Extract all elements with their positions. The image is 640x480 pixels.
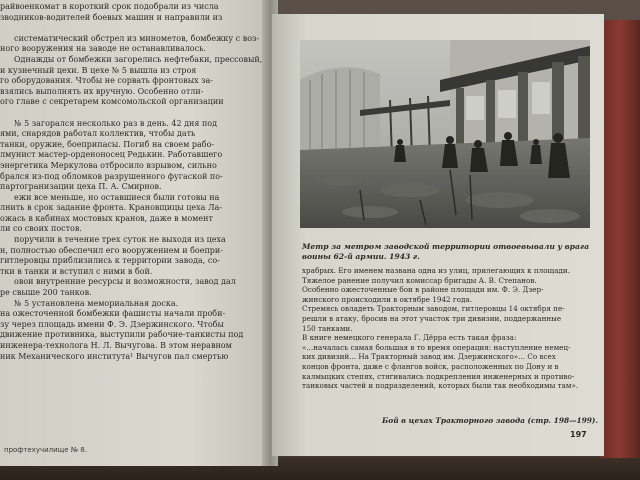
text-line: и кузнечный цехи. В цехе № 5 вышла из строя bbox=[0, 65, 197, 75]
text-line: лнить в срок задание фронта. Крановщицы цеха Ла- bbox=[0, 203, 223, 213]
text-line: движение противника, выступили рабочие-танкисты под bbox=[0, 330, 244, 340]
right-page bbox=[272, 14, 604, 456]
text-line: гитлеровцы приблизились к территории завода, со- bbox=[0, 256, 220, 266]
left-page bbox=[0, 0, 268, 466]
text-line: храбрых. Его именем названа одна из улиц, прилегающих к площади. bbox=[302, 266, 571, 275]
text-line: партогранизации цеха П. А. Смирнов. bbox=[0, 182, 162, 192]
text-line: ник Механического института¹ Вычугов пал смертью bbox=[0, 351, 229, 361]
text-line: зводников-водителей боевых машин и направили из bbox=[0, 12, 223, 22]
text-line: концов фронта, даже с флангов войск, расположенных по Дону и в bbox=[302, 361, 559, 371]
text-line: Стремясь овладеть Тракторным заводом, гитлеровцы 14 октября пе- bbox=[302, 304, 565, 314]
text-line: В книге немецкого генерала Г. Дёрра есть такая фраза: bbox=[302, 333, 517, 343]
text-line: н, полностью обеспечил его вооружением и боепри- bbox=[0, 245, 223, 255]
text-line: тки в танки и вступил с ними в бой. bbox=[0, 266, 153, 276]
text-line: райвоенкомат в короткий срок подобрали из числа bbox=[0, 2, 219, 11]
text-line: овои внутренние ресурсы и возможности, завод дал bbox=[14, 277, 236, 287]
text-line: «...началась самая большая в то время операция: наступление немец- bbox=[302, 342, 571, 352]
text-line: ре свыше 200 танков. bbox=[0, 288, 92, 298]
photo-caption: Метр за метром заводской территории отвоевывали у врага воины 62-й армии. 1943 г. bbox=[302, 242, 590, 261]
right-page-text bbox=[302, 266, 594, 391]
text-line: брался из-под обломков разрушенного фугаской по- bbox=[0, 171, 223, 181]
text-line: ких дивизий... На Тракторный завод им. Дзержинского»... Со всех bbox=[302, 352, 556, 362]
text-line: взялись выполнять их вручную. Особенно отли- bbox=[0, 86, 204, 96]
text-line: го оборудования. Чтобы не сорвать фронтовых за- bbox=[0, 76, 213, 86]
text-line: на ожесточенной бомбежки фашисты начали проби- bbox=[0, 309, 226, 319]
text-line: энергетика Меркулова отбросило взрывом, сильно bbox=[0, 160, 217, 170]
text-line: зу через площадь имени Ф. Э. Дзержинского. Чтобы bbox=[0, 319, 224, 329]
photo-reference-note: Бой в цехах Тракторного завода (стр. 198—199). bbox=[381, 416, 598, 425]
photo-illustration bbox=[300, 40, 590, 228]
text-line: 150 танками. bbox=[302, 323, 353, 333]
text-line: Однажды от бомбежки загорелись нефтебаки, прессовый, bbox=[14, 54, 262, 64]
text-line: Особенно ожесточенные бои в районе площади им. Ф. Э. Дзер- bbox=[302, 285, 544, 295]
book-cover-edge bbox=[600, 20, 640, 480]
text-line: поручили в течение трех суток не выходя из цеха bbox=[14, 235, 226, 245]
text-line: жинского происходили в октябре 1942 года. bbox=[302, 294, 472, 304]
text-line: ли со своих постов. bbox=[0, 224, 82, 234]
text-line: ого главе с секретарем комсомольской организации bbox=[0, 97, 224, 107]
text-line bbox=[0, 108, 262, 119]
text-line: ного вооружения на заводе не останавливалось. bbox=[0, 44, 206, 54]
text-line: № 5 загорался несколько раз в день. 42 дня под bbox=[14, 118, 218, 128]
text-line: Тяжелое ранение получил комиссар бригады А. В. Степанов. bbox=[302, 275, 537, 285]
text-line: № 5 установлена мемориальная доска. bbox=[14, 298, 179, 308]
text-line: инженера-технолога Н. Л. Вычугова. В этом неравном bbox=[0, 341, 232, 350]
page-number: 197 bbox=[570, 430, 587, 439]
text-line: лмунист мастер-орденоносец Редькин. Работавшего bbox=[0, 150, 223, 160]
text-line: систематический обстрел из минометов, бомбежку с воз- bbox=[14, 33, 260, 43]
text-line: танковых частей и подразделений, которых были так необходимы там». bbox=[302, 381, 579, 391]
text-line: ожась в кабинах мостовых кранов, даже в момент bbox=[0, 213, 213, 223]
text-line: ежи все меньше, но оставшиеся были готовы на bbox=[14, 192, 220, 202]
left-page-footnote: профтехучилище № 8. bbox=[4, 446, 87, 454]
text-line: решли в атаку, бросив на этот участок три дивизии, поддержанные bbox=[302, 313, 562, 323]
text-line bbox=[0, 23, 262, 34]
text-line: ями, снарядов работал коллектив, чтобы дать bbox=[0, 129, 196, 139]
text-line: калмыцких степях, стягивались подкрепления инженерных и противо- bbox=[302, 371, 575, 381]
text-line: танки, оружие, боеприпасы. Погиб на своем рабо- bbox=[0, 139, 215, 149]
left-page-text bbox=[0, 2, 262, 362]
factory-ruins-photo bbox=[300, 40, 590, 228]
